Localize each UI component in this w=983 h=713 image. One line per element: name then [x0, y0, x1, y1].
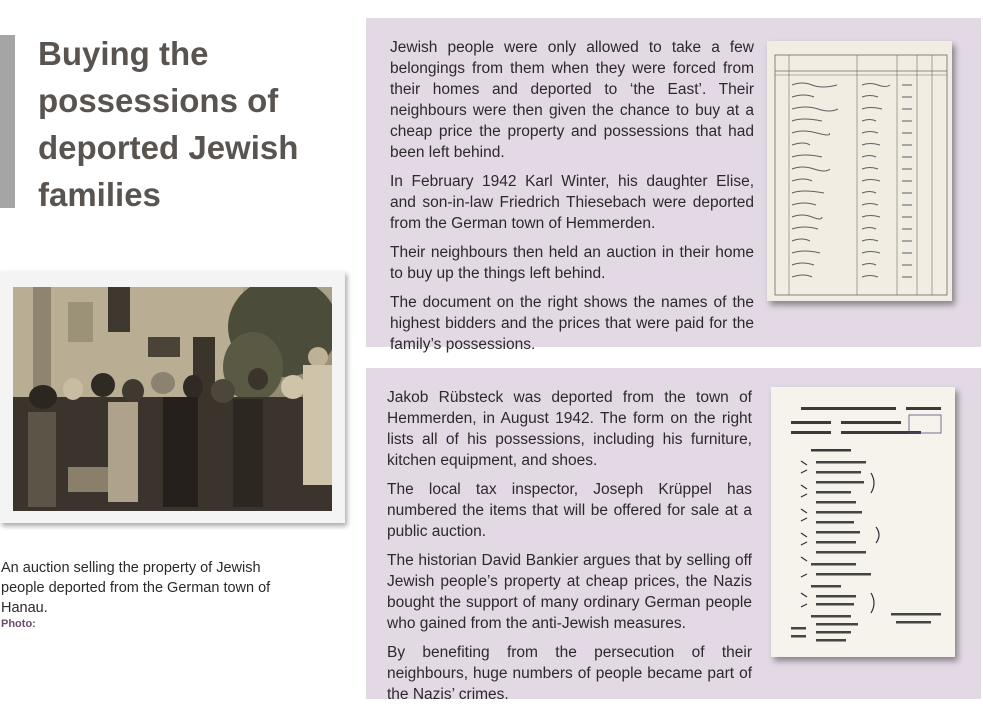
section1-paragraph: In February 1942 Karl Winter, his daughter Elise, and son-in-law Friedrich Thiesebach were deported from the German town of Hemmerden.: [390, 173, 754, 232]
photo-caption: An auction selling the property of Jewish people deported from the German town of Hanau.: [1, 560, 271, 616]
section2-text: [387, 387, 752, 713]
auction-photo: [13, 287, 332, 511]
title-accent-bar: [0, 35, 15, 208]
auction-photo-frame: [0, 271, 345, 523]
possessions-list-document: [771, 387, 955, 657]
section2-paragraph: The historian David Bankier argues that by selling off Jewish people’s property at cheap prices, the Nazis bought the support of many ordinary German people who gained from the anti-Jewish measures.: [387, 552, 752, 632]
section2-paragraph: By benefiting from the persecution of their neighbours, huge numbers of people became part of the Nazis’ crimes.: [387, 644, 752, 703]
page-title: Buying the possessions of deported Jewish families: [38, 35, 299, 213]
section-auction-winter: [366, 18, 981, 353]
section1-paragraph: Their neighbours then held an auction in their home to buy up the things left behind.: [390, 244, 754, 282]
section-rubsteck: [366, 368, 981, 703]
section1-paragraph: Jewish people were only allowed to take a few belongings from them when they were forced from their homes and deported to ‘the East’. Their neighbours were then given the chance to buy at a cheap price the property and possessions that had been left behind.: [390, 39, 754, 161]
section1-text: [390, 37, 754, 363]
section2-paragraph: The local tax inspector, Joseph Krüppel has numbered the items that will be offered for sale at a public auction.: [387, 481, 752, 540]
section2-paragraph: Jakob Rübsteck was deported from the town of Hemmerden, in August 1942. The form on the right lists all of his possessions, including his furniture, kitchen equipment, and shoes.: [387, 389, 752, 469]
section1-paragraph: The document on the right shows the names of the highest bidders and the prices that were paid for the family’s possessions.: [390, 294, 754, 353]
photo-credit: Photo:: [1, 618, 36, 630]
auction-ledger-document: [767, 41, 952, 301]
